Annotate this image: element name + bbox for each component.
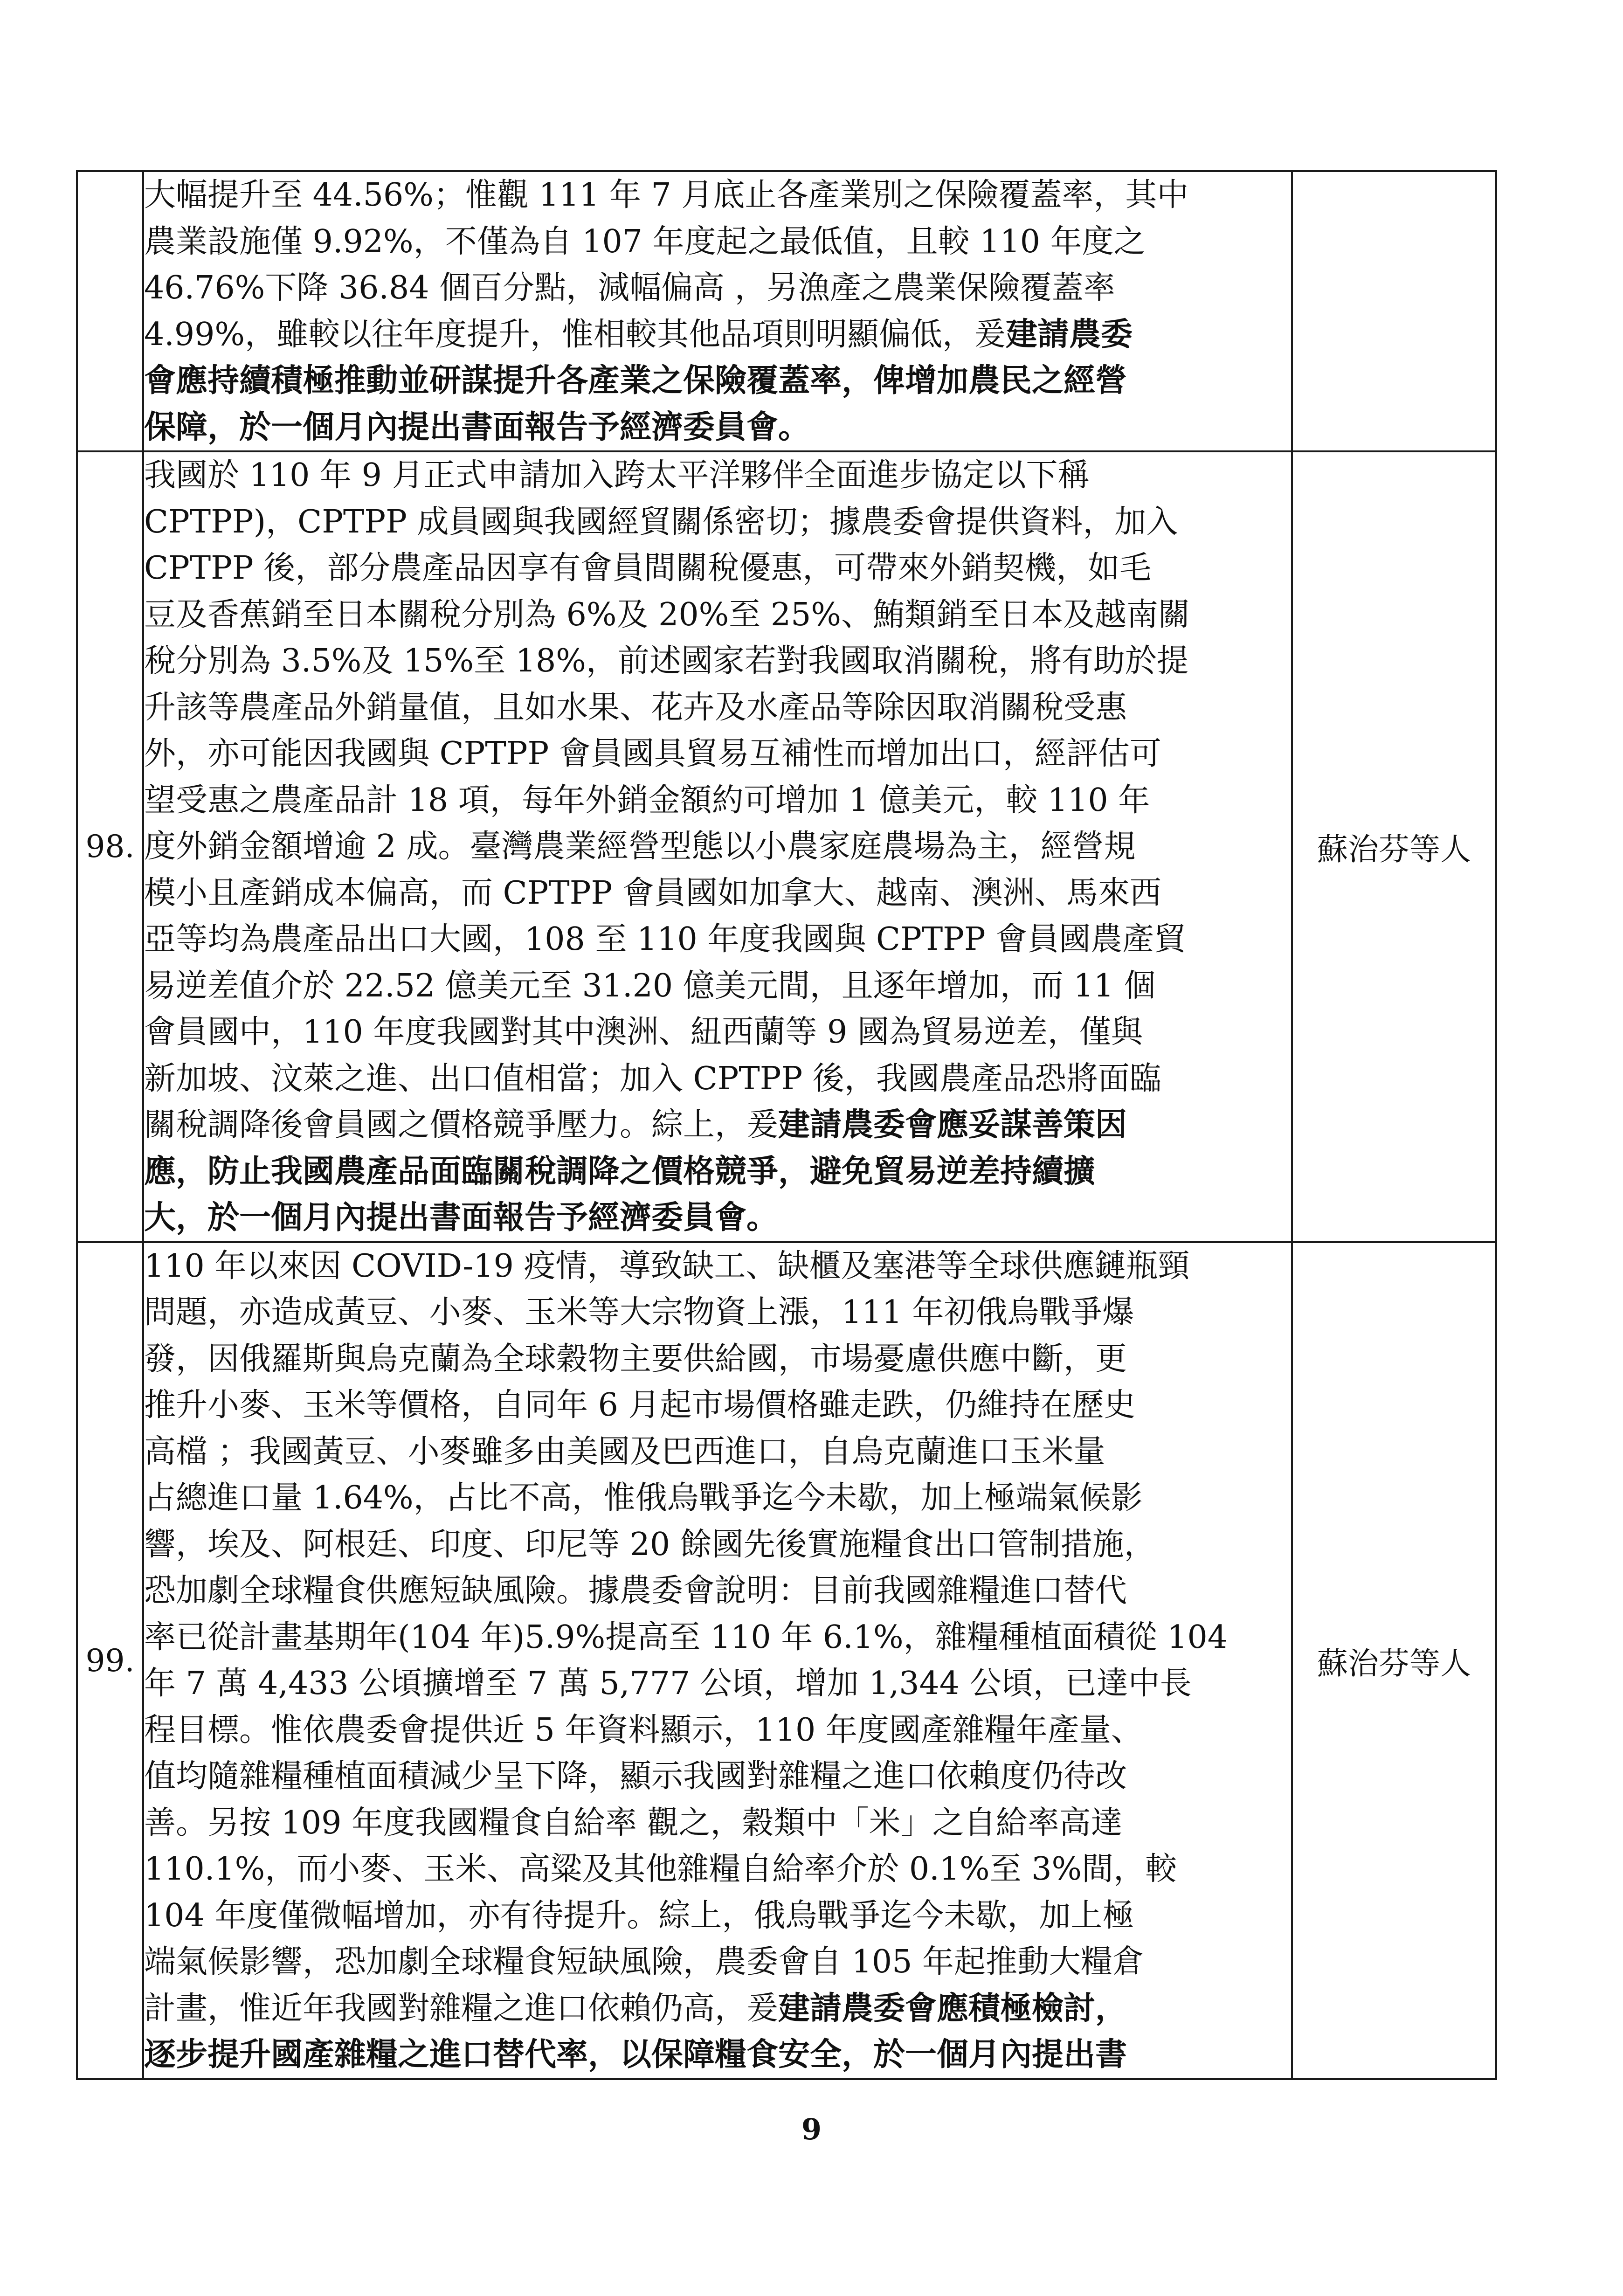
text-line: 46.76%下降 36.84 個百分點，減幅偏高 ，另漁產之農業保險覆蓋率 [144,270,1115,306]
text-line: 易逆差值介於 22.52 億美元至 31.20 億美元間，且逐年增加，而 11 個 [144,967,1156,1004]
text-line: 善。另按 109 年度我國糧食自給率 觀之，穀類中「米」之自給率高達 [144,1804,1123,1841]
text-line: 外，亦可能因我國與 CPTPP 會員國具貿易互補性而增加出口，經評估可 [144,735,1161,772]
text-line: 110.1%，而小麥、玉米、高粱及其他雜糧自給率介於 0.1%至 3%間，較 [144,1851,1177,1888]
text-line: 高檔 ；我國黃豆、小麥雖多由美國及巴西進口，自烏克蘭進口玉米量 [144,1433,1105,1470]
page-number: 9 [801,2112,822,2146]
motion-table [76,170,1497,2080]
text-line: 會員國中，110 年度我國對其中澳洲、紐西蘭等 9 國為貿易逆差，僅與 [144,1014,1143,1051]
table-row [77,171,1496,451]
text-line: 占總進口量 1.64%，占比不高，惟俄烏戰爭迄今未歇，加上極端氣候影 [144,1480,1143,1516]
motion-text [143,451,1292,1242]
text-line: 大，於一個月內提出書面報告予經濟委員會。 [144,1199,779,1236]
text-line: 值均隨雜糧種植面積減少呈下降，顯示我國對雜糧之進口依賴度仍待改 [144,1758,1127,1795]
motion-text [143,171,1292,451]
table-row [77,451,1496,1242]
text-line: 4.99%，雖較以往年度提升，惟相較其他品項則明顯偏低，爰建請農委 [144,315,1133,353]
table-row [77,1242,1496,2079]
row-number: 98. [77,451,143,1242]
text-line: 稅分別為 3.5%及 15%至 18%，前述國家若對我國取消關稅，將有助於提 [144,643,1188,679]
text-line: 逐步提升國產雜糧之進口替代率，以保障糧食安全，於一個月內提出書 [144,2036,1127,2073]
text-line: 推升小麥、玉米等價格，自同年 6 月起市場價格雖走跌，仍維持在歷史 [144,1387,1136,1424]
text-line: 恐加劇全球糧食供應短缺風險。據農委會說明：目前我國雜糧進口替代 [144,1572,1127,1609]
text-line: 大幅提升至 44.56%；惟觀 111 年 7 月底止各產業別之保險覆蓋率，其中 [144,177,1189,214]
text-line: 關稅調降後會員國之價格競爭壓力。綜上，爰建請農委會應妥謀善策因 [144,1106,1127,1143]
text-line: CPTPP)，CPTPP 成員國與我國經貿關係密切；據農委會提供資料，加入 [144,503,1178,540]
text-line: 豆及香蕉銷至日本關稅分別為 6%及 20%至 25%、鮪類銷至日本及越南關 [144,596,1190,633]
text-line: 我國於 110 年 9 月正式申請加入跨太平洋夥伴全面進步協定以下稱 [144,457,1090,494]
text-line: 升該等農產品外銷量值，且如水果、花卉及水產品等除因取消關稅受惠 [144,689,1127,726]
text-line: 率已從計畫基期年(104 年)5.9%提高至 110 年 6.1%，雜糧種植面積從 104 [144,1618,1228,1656]
proposer [1292,171,1496,451]
row-number [77,171,143,451]
text-line: 度外銷金額增逾 2 成。臺灣農業經營型態以小農家庭農場為主，經營規 [144,828,1136,865]
text-line: 新加坡、汶萊之進、出口值相當；加入 CPTPP 後，我國農產品恐將面臨 [144,1060,1161,1097]
text-line: 程目標。惟依農委會提供近 5 年資料顯示，110 年度國產雜糧年產量、 [144,1711,1143,1749]
motion-text [143,1242,1292,2079]
text-line: 發，因俄羅斯與烏克蘭為全球穀物主要供給國，市場憂慮供應中斷，更 [144,1340,1127,1377]
text-line: 年 7 萬 4,433 公頃擴增至 7 萬 5,777 公頃，增加 1,344 公頃，已達中長 [144,1665,1192,1702]
text-line: 104 年度僅微幅增加，亦有待提升。綜上，俄烏戰爭迄今未歇，加上極 [144,1897,1134,1934]
text-line: 望受惠之農產品計 18 項，每年外銷金額約可增加 1 億美元，較 110 年 [144,781,1150,819]
text-line: 端氣候影響，恐加劇全球糧食短缺風險，農委會自 105 年起推動大糧倉 [144,1943,1145,1980]
proposer: 蘇治芬等人 [1292,451,1496,1242]
text-line: 亞等均為農產品出口大國，108 至 110 年度我國與 CPTPP 會員國農產貿 [144,921,1186,958]
text-line: 應，防止我國農產品面臨關稅調降之價格競爭，避免貿易逆差持續擴 [144,1152,1096,1190]
text-line: 模小且產銷成本偏高，而 CPTPP 會員國如加拿大、越南、澳洲、馬來西 [144,874,1161,912]
text-line: 110 年以來因 COVID-19 疫情，導致缺工、缺櫃及塞港等全球供應鏈瓶頸 [144,1247,1190,1285]
text-line: 會應持續積極推動並研謀提升各產業之保險覆蓋率，俾增加農民之經營 [144,362,1127,399]
text-line: 響，埃及、阿根廷、印度、印尼等 20 餘國先後實施糧食出口管制措施， [144,1526,1156,1563]
text-line: CPTPP 後，部分農產品因享有會員間關稅優惠，可帶來外銷契機，如毛 [144,550,1152,587]
row-number: 99. [77,1242,143,2079]
text-line: 農業設施僅 9.92%，不僅為自 107 年度起之最低值，且較 110 年度之 [144,223,1146,260]
text-line: 問題，亦造成黃豆、小麥、玉米等大宗物資上漲，111 年初俄烏戰爭爆 [144,1294,1134,1331]
text-line: 計畫，惟近年我國對雜糧之進口依賴仍高，爰建請農委會應積極檢討， [144,1989,1127,2027]
proposer: 蘇治芬等人 [1292,1242,1496,2079]
text-line: 保障，於一個月內提出書面報告予經濟委員會。 [144,408,810,446]
